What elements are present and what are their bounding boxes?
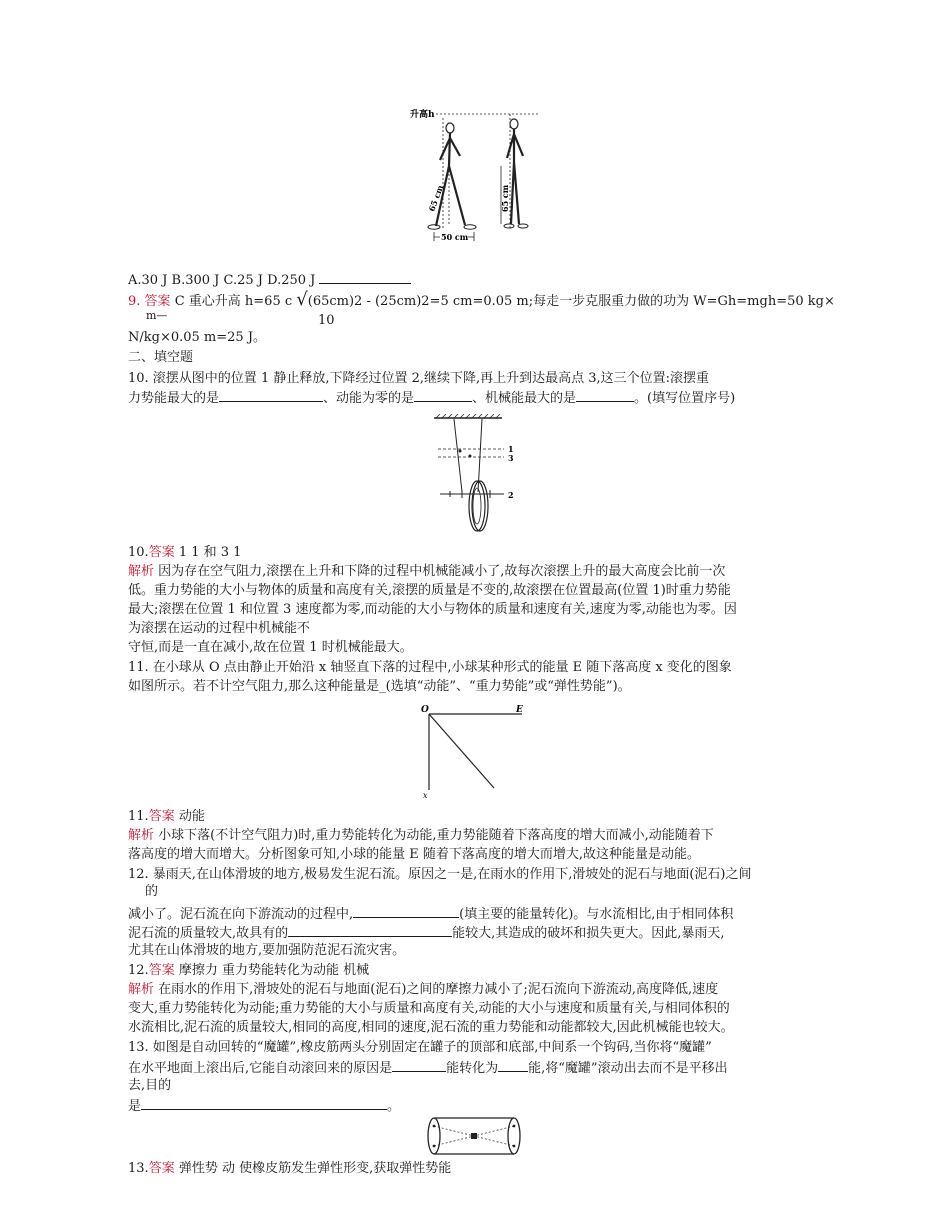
label-rise-h: 升高h [410,110,435,120]
answer-9-fragment-10: 10 [318,313,335,328]
question-13-line4: 是 。 [128,1096,400,1115]
answer-9-fragment-m: m— [146,309,168,322]
analysis-label: 解析 [128,982,155,997]
analysis-10-line3: 最大;滚摆在位置 1 和位置 3 速度都为零,而动能的大小与物体的质量和速度有关,速度为零,动能也为零。因 [128,602,737,617]
question-13-line3: 去,目的 [128,1078,172,1093]
analysis-11-line2: 落高度的增大而增大。分析图象可知,小球的能量 E 随着下落高度的增大而增大,故这种能量是动能。 [128,847,701,862]
section-heading: 二、填空题 [128,350,194,365]
analysis-10-line5: 守恒,而是一直在减小,故在位置 1 时机械能最大。 [128,640,413,655]
analysis-10-line4: 为滚摆在运动的过程中机械能不 [128,621,311,636]
analysis-12-line1: 解析 在雨水的作用下,滑坡处的泥石与地面(泥石)之间的摩擦力减小了;泥石流向下游流动,高度降低,速度 [128,982,719,997]
hook-weight-icon [471,1133,477,1139]
analysis-label: 解析 [128,828,155,843]
question-13-line1: 13. 如图是自动回转的“魔罐”,橡皮筋两头分别固定在罐子的顶部和底部,中间系一个钩码,当你将“魔罐” [128,1040,712,1055]
pendulum-figure [432,414,522,538]
analysis-11-line1: 解析 小球下落(不计空气阻力)时,重力势能转化为动能,重力势能随着下落高度的增大而减小,动能随着下 [128,828,714,843]
answer-9-line2: N/kg×0.05 m=25 J。 [128,330,267,345]
label-x-axis: x [423,791,428,800]
question-12-line2: 减小了。泥石流在向下游流动的过程中, (填主要的能量转化)。与水流相比,由于相同体积 [128,904,733,923]
label-origin: O [421,705,429,715]
energy-graph [420,702,530,802]
analysis-10-line2: 低。重力势能的大小与物体的质量和高度有关,滚摆的质量是不变的,故滚摆在位置最高(位置 1)时重力势能 [128,583,731,598]
answer-label: 答案 [144,294,171,309]
label-65cm-left: 65 cm [426,183,446,213]
question-12-line3: 泥石流的质量较大,故具有的 能较大,其造成的破坏和损失更大。因此,暴雨天, [128,923,725,942]
answer-label: 答案 [148,809,175,824]
sqrt-icon: √ [296,289,308,310]
answer-label: 答案 [148,545,175,560]
answer-10: 10.答案 1 1 和 3 1 [128,545,242,560]
answer-9: 9. 答案 C 重心升高 h=65 c √(65cm)2 - (25cm)2=5 cm=0.05 m;每走一步克服重力做的功为 W=Gh=mgh=50 kg× [128,289,835,310]
question-13-line2: 在水平地面上滚出后,它能自动滚回来的原因是 能转化为 能,将“魔罐”滚动出去而不是平移出 [128,1058,728,1077]
analysis-label: 解析 [128,564,155,579]
walking-figure [410,104,550,244]
answer-13: 13.答案 弹性势 动 使橡皮筋发生弹性形变,获取弹性势能 [128,1161,452,1176]
question-12-line1: 12. 暴雨天,在山体滑坡的地方,极易发生泥石流。原因之一是,在雨水的作用下,滑坡处的泥石与地面(泥石)之间 [128,867,752,882]
answer-11: 11.答案 动能 [128,809,205,824]
label-energy: E [516,705,523,715]
analysis-10-line1: 解析 因为存在空气阻力,滚摆在上升和下降的过程中机械能减小了,故每次滚摆上升的最大高度会比前一次 [128,564,726,579]
question-11-line2: 如图所示。若不计空气阻力,那么这种能量是_(选填“动能”、“重力势能”或“弹性势能”)。 [128,679,631,694]
label-position-3: 3 [508,453,514,463]
label-65cm-right: 65 cm [500,184,510,212]
label-position-1: 1 [508,444,514,454]
analysis-12-line2: 变大,重力势能转化为动能;重力势能的大小与质量和高度有关,动能的大小与速度和质量有关,与相同体积的 [128,1001,730,1016]
question-10-line2: 力势能最大的是 、动能为零的是 、机械能最大的是 。(填写位置序号) [128,388,735,407]
question-12-line4: 尤其在山体滑坡的地方,要加强防范泥石流灾害。 [128,943,406,958]
question-11-line1: 11. 在小球从 O 点由静止开始沿 x 轴竖直下落的过程中,小球某种形式的能量 E 随下落高度 x 变化的图象 [128,660,732,675]
question-12-line1b: 的 [145,884,159,899]
answer-label: 答案 [148,963,175,978]
analysis-12-line3: 水流相比,泥石流的质量较大,相同的高度,相同的速度,泥石流的重力势能和动能都较大,因此机械能也较大。 [128,1020,734,1035]
answer-tag: 9. [128,294,141,309]
q8-options: A.30 J B.300 J C.25 J D.250 J [128,270,411,289]
label-50cm: 50 cm [441,232,469,242]
question-10-line1: 10. 滚摆从图中的位置 1 静止释放,下降经过位置 2,继续下降,再上升到达最高点 3,这三个位置:滚摆重 [128,371,710,386]
answer-12: 12.答案 摩擦力 重力势能转化为动能 机械 [128,963,370,978]
magic-can-figure [426,1115,524,1157]
label-position-2: 2 [508,490,514,500]
answer-label: 答案 [148,1161,175,1176]
